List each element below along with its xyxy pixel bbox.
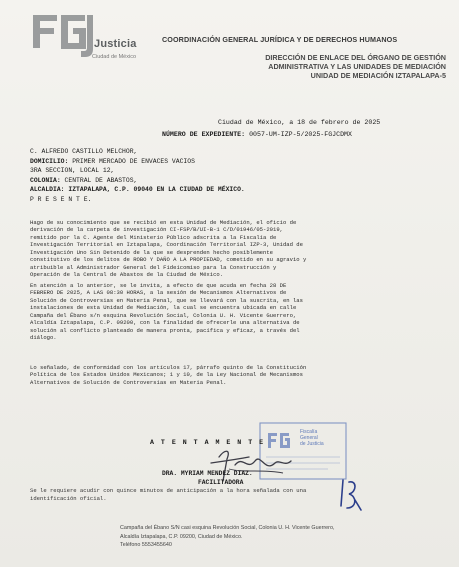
text-line: En atención a lo anterior, se le invita, a efecto de que acuda en fecha 28 DE xyxy=(30,282,287,289)
signer-role: FACILITADORA xyxy=(198,479,244,486)
svg-text:General: General xyxy=(300,435,318,441)
expediente-line xyxy=(162,131,352,138)
attendance-note xyxy=(30,487,306,502)
direction-line: UNIDAD DE MEDIACIÓN IZTAPALAPA-5 xyxy=(310,70,446,80)
paragraph-invitation xyxy=(30,282,440,342)
text-line: Hago de su conocimiento que se recibió en esta Unidad de Mediación, el oficio de xyxy=(30,219,297,226)
presente: P R E S E N T E. xyxy=(30,195,92,203)
text-line: diálogo. xyxy=(30,334,57,342)
ink-initials xyxy=(335,476,365,512)
text-line: solución al conflicto planteado de manera pronta, pacífica y eficaz, a través del xyxy=(30,326,300,334)
addressee-alcaldia: ALCALDIA: IZTAPALAPA, C.P. 09040 EN LA CIUDAD DE MÉXICO. xyxy=(30,186,245,194)
expediente-label: NÚMERO DE EXPEDIENTE: xyxy=(162,131,246,138)
text-line: Lo señalado, de conformidad con los artículos 17, párrafo quinto de la Constitución xyxy=(30,364,307,371)
footer-line: Alcaldía Iztapalapa, C.P. 09200, Ciudad de México. xyxy=(120,533,243,540)
footer-line: Teléfono 5553455640 xyxy=(120,542,172,549)
footer-address xyxy=(120,524,334,550)
logo-subtitle: Ciudad de México xyxy=(92,54,137,60)
text-line: Investigación Uno Sin Detenido de la que se desprenden hecho posiblemente xyxy=(30,248,273,256)
text-line: Se le requiere acudir con quince minutos de anticipación a la hora señalada con una xyxy=(30,487,307,494)
text-line: remitido por la C. Agente del Ministerio Público adscrita a la Fiscalía de xyxy=(30,233,277,241)
paragraph-derivation xyxy=(30,219,440,279)
svg-text:Fiscalía: Fiscalía xyxy=(300,429,318,435)
coordination-heading: COORDINACIÓN GENERAL JURÍDICA Y DE DERECHOS HUMANOS xyxy=(162,35,398,44)
expediente-value: 0057-UM-IZP-5/2025-FGJCDMX xyxy=(249,131,352,138)
footer-line: Campaña del Ébano S/N casi esquina Revolución Social, Colonia U. H. Vicente Guerrero, xyxy=(120,525,335,531)
text-line: FEBRERO DE 2025, A LAS 08:30 HORAS, a la sesión de Mecanismos Alternativos de xyxy=(30,289,287,297)
direction-line: DIRECCIÓN DE ENLACE DEL ÓRGANO DE GESTIÓN xyxy=(265,53,446,62)
signer-name: DRA. MYRIAM MENDEZ DIAZ. xyxy=(162,470,253,477)
date-line: Ciudad de México, a 18 de febrero de 2025 xyxy=(218,119,381,126)
text-line: Campaña del Ébano s/n esquina Revolución Social, Colonia U. H. Vicente Guerrero, xyxy=(30,311,297,319)
text-line: identificación oficial. xyxy=(30,494,107,502)
closing-atentamente: A T E N T A M E N T E xyxy=(150,439,265,446)
text-line: atribuible al Administrador General del Fideicomiso para la Construcción y xyxy=(30,263,277,271)
direction-heading xyxy=(184,54,446,80)
text-line: Política de los Estados Unidos Mexicanos; 1 y 10, de la Ley Nacional de Mecanismos xyxy=(30,371,303,379)
svg-text:de Justicia: de Justicia xyxy=(300,441,324,447)
addressee-block xyxy=(30,147,245,205)
text-line: Alcaldía Iztapalapa, C.P. 09200, con la finalidad de ofrecerle una alternativa de xyxy=(30,319,300,327)
text-line: instalaciones de esta Unidad de Mediación, la cual se encuentra ubicada en calle xyxy=(30,304,297,312)
text-line: Investigación Territorial en Iztapalapa, Coordinación Territorial IZP-3, Unidad de xyxy=(30,241,303,249)
direction-line: ADMINISTRATIVA Y LAS UNIDADES DE MEDIACIÓN xyxy=(268,61,446,71)
addressee-line3: 3RA SECCION, LOCAL 12, xyxy=(30,167,115,175)
text-line: Operación de la Central de Abastos de la Ciudad de México. xyxy=(30,271,224,279)
addressee-colonia: COLONIA: CENTRAL DE ABASTOS, xyxy=(30,176,138,184)
addressee-domicilio: DOMICILIO: PRIMER MERCADO DE ENVACES VACIOS xyxy=(30,157,195,165)
addressee-name: C. ALFREDO CASTILLO MELCHOR, xyxy=(30,148,138,155)
paragraph-legal-basis xyxy=(30,364,440,386)
text-line: Solución de Controversias en Materia Penal, que se llevará con la suscrita, en las xyxy=(30,296,303,304)
text-line: constitutivo de los delitos de ROBO Y DAÑO A LA PROPIEDAD, cometido en su agravio y xyxy=(30,256,307,264)
logo-wordmark: Justicia xyxy=(94,38,137,50)
text-line: Alternativos de Solución de Controversias en Materia Penal. xyxy=(30,378,227,386)
text-line: derivación de la carpeta de investigación CI-FSP/B/UI-B-1 C/D/01946/05-2019, xyxy=(30,226,283,234)
